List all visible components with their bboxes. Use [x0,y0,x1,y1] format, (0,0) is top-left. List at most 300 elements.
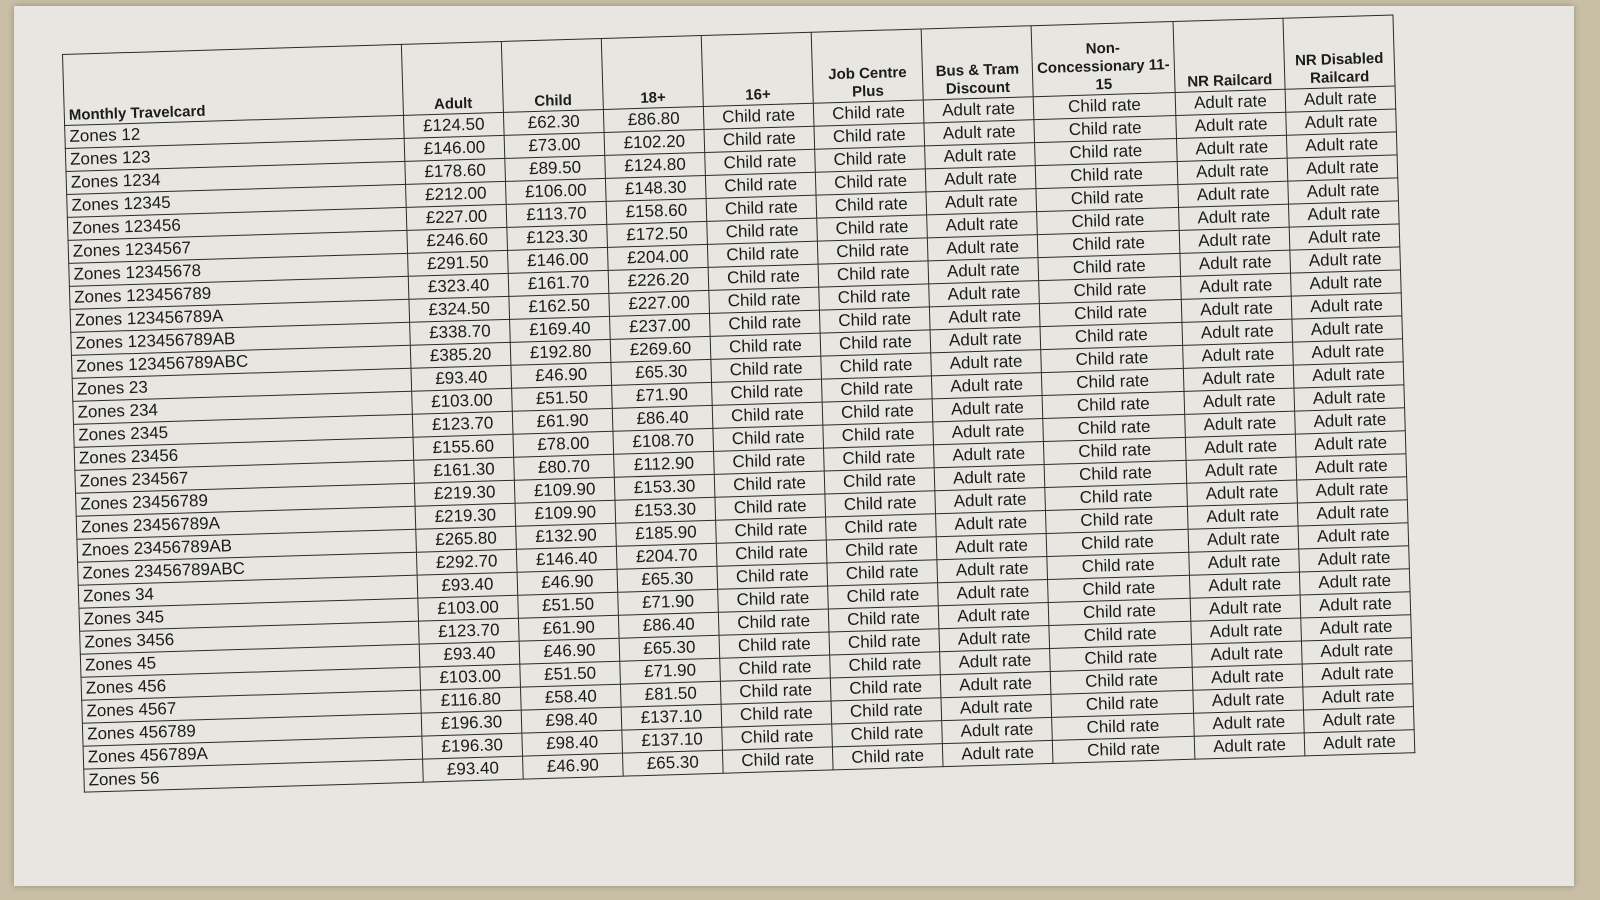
fare-cell: £192.80 [510,339,611,365]
fare-cell: £65.30 [617,566,718,592]
fare-cell: Adult rate [931,350,1042,376]
fare-cell: Child rate [1039,276,1182,303]
fare-cell: Adult rate [1287,155,1398,181]
fare-cell: Child rate [1037,230,1180,257]
fare-cell: Child rate [705,149,816,175]
zone-cell: Zones 56 [84,759,424,792]
fare-cell: £132.90 [516,523,617,549]
zone-cell: Zones 34 [78,575,418,608]
fare-cell: Child rate [1041,368,1184,395]
column-header: NR Railcard [1173,18,1285,92]
fare-cell: Adult rate [1300,592,1411,618]
fare-cell: £246.60 [407,227,508,253]
fare-cell: Child rate [813,100,924,126]
fare-cell: Adult rate [933,442,1044,468]
fare-cell: Child rate [829,629,940,655]
fare-cell: Adult rate [1184,388,1295,414]
fare-cell: Child rate [1048,575,1191,602]
fare-cell: Adult rate [1299,546,1410,572]
fare-cell: Child rate [817,238,928,264]
fare-cell: Adult rate [1194,710,1305,736]
fare-cell: £89.50 [505,155,606,181]
fare-cell: Adult rate [1285,86,1396,112]
fare-cell: Child rate [831,698,942,724]
fare-cell: £51.50 [512,385,613,411]
zone-cell: Zones 12345 [67,184,407,217]
fare-cell: Child rate [815,146,926,172]
fare-cell: £227.00 [406,204,507,230]
fare-cell: Adult rate [925,166,1036,192]
fare-cell: Adult rate [1186,457,1297,483]
fare-cell: £81.50 [620,681,721,707]
fare-cell: £73.00 [504,132,605,158]
zone-cell: Zones 23456789ABC [78,552,418,585]
fare-cell: Child rate [717,563,828,589]
zone-cell: Zones 1234 [66,161,406,194]
zone-cell: Zones 234 [73,391,413,424]
fare-cell: Adult rate [1288,178,1399,204]
fare-cell: Adult rate [924,120,1035,146]
fare-cell: Adult rate [1189,572,1300,598]
fare-cell: Adult rate [1301,615,1412,641]
fare-cell: £65.30 [619,635,720,661]
fare-cell: £323.40 [408,273,509,299]
fare-cell: £78.00 [513,431,614,457]
fare-cell: Child rate [830,652,941,678]
fare-cell: Adult rate [1191,618,1302,644]
zone-cell: Zones 3456 [80,621,420,654]
zone-cell: Zones 123456 [67,207,407,240]
fare-cell: Adult rate [1190,595,1301,621]
fare-cell: Child rate [721,701,832,727]
zone-cell: Zones 456789A [83,736,423,769]
fare-cell: Adult rate [1298,523,1409,549]
fare-cell: Child rate [823,422,934,448]
fare-cell: Adult rate [927,235,1038,261]
fare-cell: Adult rate [1183,365,1294,391]
fare-cell: Child rate [1044,460,1187,487]
fare-cell: Child rate [716,540,827,566]
fare-cell: Adult rate [1181,273,1292,299]
fare-cell: Adult rate [928,258,1039,284]
fare-cell: Child rate [815,169,926,195]
zone-cell: Zones 23456789 [76,483,416,516]
fare-cell: Adult rate [1289,224,1400,250]
fare-cell: Adult rate [1193,687,1304,713]
fare-cell: Adult rate [1288,201,1399,227]
fare-cell: Child rate [722,747,833,773]
column-header: 18+ [601,36,703,110]
paper-sheet [14,6,1574,886]
fare-cell: £204.70 [616,543,717,569]
fare-cell: Child rate [720,678,831,704]
fare-cell: Adult rate [1292,316,1403,342]
fare-cell: £265.80 [416,526,517,552]
fare-cell: £46.90 [517,569,618,595]
fare-cell: £153.30 [615,497,716,523]
fare-cell: £137.10 [622,727,723,753]
fare-cell: Child rate [816,192,927,218]
fare-cell: £196.30 [421,710,522,736]
fare-cell: £155.60 [413,434,514,460]
fare-cell: Child rate [1039,299,1182,326]
fare-cell: £338.70 [410,319,511,345]
fare-cell: Child rate [1033,92,1176,119]
fare-cell: £161.70 [508,270,609,296]
fare-cell: Child rate [1037,207,1180,234]
fare-cell: Child rate [705,172,816,198]
fare-cell: Child rate [716,517,827,543]
fare-cell: Child rate [826,537,937,563]
fare-cell: £219.30 [415,503,516,529]
fare-cell: £103.00 [420,664,521,690]
fare-cell: £292.70 [416,549,517,575]
fare-cell: £98.40 [521,707,622,733]
fare-cell: Adult rate [942,740,1053,766]
fare-cell: Child rate [1046,529,1189,556]
fare-cell: £93.40 [423,756,524,782]
fare-cell: Child rate [1049,621,1192,648]
fare-cell: £161.30 [414,457,515,483]
fare-cell: Child rate [819,284,930,310]
fare-cell: Adult rate [940,648,1051,674]
fare-cell: £146.40 [516,546,617,572]
fare-cell: Adult rate [1189,549,1300,575]
fare-cell: Child rate [820,330,931,356]
fare-cell: Adult rate [932,396,1043,422]
column-header: Monthly Travelcard [63,44,404,125]
fare-cell: Child rate [712,379,823,405]
fare-cell: Adult rate [1185,434,1296,460]
fare-cell: Child rate [706,195,817,221]
fare-cell: Adult rate [938,602,1049,628]
fare-cell: Child rate [1042,391,1185,418]
zone-cell: Zones 2345 [73,414,413,447]
fare-cell: £269.60 [610,336,711,362]
fare-cell: £109.90 [514,477,615,503]
fare-cell: Adult rate [935,488,1046,514]
fare-cell: £153.30 [614,474,715,500]
fare-cell: £146.00 [404,135,505,161]
fare-cell: Child rate [1052,713,1195,740]
fare-cell: £98.40 [522,730,623,756]
fare-cell: Adult rate [1293,362,1404,388]
fare-cell: Adult rate [1302,661,1413,687]
zone-cell: Zones 23456789A [76,506,416,539]
fare-cell: Adult rate [936,511,1047,537]
fare-cell: £86.40 [612,405,713,431]
fare-cell: Child rate [822,399,933,425]
zone-cell: Zones 12 [65,115,405,148]
fare-cell: Child rate [1045,506,1188,533]
fare-cell: Child rate [1034,115,1177,142]
fare-cell: Adult rate [931,373,1042,399]
fare-cell: Adult rate [933,419,1044,445]
fare-cell: Child rate [707,218,818,244]
fare-cell: £61.90 [512,408,613,434]
fare-cell: Child rate [821,376,932,402]
fare-cell: £137.10 [621,704,722,730]
fare-cell: £227.00 [609,290,710,316]
fare-cell: Adult rate [1286,109,1397,135]
fare-cell: Adult rate [1304,707,1415,733]
fare-cell: Child rate [718,586,829,612]
fare-cell: Adult rate [929,304,1040,330]
fare-cell: Child rate [1043,414,1186,441]
zone-cell: Zones 1234567 [68,230,408,263]
fare-cell: Child rate [828,583,939,609]
fare-cell: Child rate [709,287,820,313]
fare-cell: Child rate [722,724,833,750]
fare-cell: Adult rate [1297,477,1408,503]
fare-cell: £103.00 [418,595,519,621]
fare-cell: £123.70 [412,411,513,437]
fare-cell: Child rate [1045,483,1188,510]
fare-cell: £158.60 [606,198,707,224]
fare-cell: Child rate [817,215,928,241]
fare-cell: Adult rate [926,189,1037,215]
fare-cell: Adult rate [927,212,1038,238]
fare-cell: Child rate [826,514,937,540]
fare-cell: £324.50 [409,296,510,322]
fare-cell: Adult rate [1176,135,1287,161]
fare-cell: Adult rate [1176,112,1287,138]
fare-cell: Adult rate [937,557,1048,583]
fare-cell: £103.00 [412,388,513,414]
fare-cell: £86.40 [618,612,719,638]
fare-cell: Adult rate [1178,181,1289,207]
zone-cell: Znoes 23456789AB [77,529,417,562]
fare-cell: £62.30 [503,109,604,135]
fare-cell: £93.40 [417,572,518,598]
fare-cell: £146.00 [508,247,609,273]
fare-cell: Adult rate [929,281,1040,307]
fare-cell: £65.30 [611,359,712,385]
fare-cell: Child rate [707,241,818,267]
fare-cell: £106.00 [505,178,606,204]
fare-cell: Child rate [832,721,943,747]
fare-cell: Child rate [711,356,822,382]
fare-cell: Adult rate [1177,158,1288,184]
fare-cell: Adult rate [1293,339,1404,365]
fare-cell: Adult rate [1179,204,1290,230]
zone-cell: Zones 23 [72,368,412,401]
fare-cell: £162.50 [509,293,610,319]
zone-cell: Zones 23456 [74,437,414,470]
fare-cell: £61.90 [518,615,619,641]
fare-cell: Adult rate [1185,411,1296,437]
fare-cell: Child rate [827,560,938,586]
fare-cell: Child rate [1043,437,1186,464]
fare-cell: £219.30 [414,480,515,506]
column-header: Bus & Tram Discount [921,26,1033,100]
fare-cell: Child rate [814,123,925,149]
fare-cell: Child rate [713,425,824,451]
fare-cell: Child rate [819,307,930,333]
fare-cell: £124.50 [403,112,504,138]
fare-cell: £123.70 [418,618,519,644]
fare-cell: Adult rate [1304,730,1415,756]
fare-cell: Adult rate [1187,480,1298,506]
fare-cell: Adult rate [1180,250,1291,276]
fare-cell: Child rate [1038,253,1181,280]
fare-cell: Child rate [1052,736,1195,763]
fare-cell: £65.30 [622,750,723,776]
zone-cell: Zones 123456789ABC [71,345,411,378]
fare-cell: Adult rate [1187,503,1298,529]
fare-cell: £109.90 [515,500,616,526]
zone-cell: Zones 12345678 [69,253,409,286]
fare-cell: £385.20 [410,342,511,368]
column-header: Adult [401,41,503,115]
fare-cell: Child rate [1036,184,1179,211]
zone-cell: Zones 123456789 [69,276,409,309]
fare-cell: £46.90 [519,638,620,664]
fare-cell: Child rate [1035,138,1178,165]
fare-cell: Child rate [715,494,826,520]
fare-cell: Child rate [719,632,830,658]
column-header: 16+ [701,32,813,106]
zone-cell: Zones 123456789AB [71,322,411,355]
fare-cell: Adult rate [940,671,1051,697]
fare-cell: Child rate [1035,161,1178,188]
fare-cell: Child rate [704,126,815,152]
fare-cell: Child rate [1050,644,1193,671]
fare-cell: £185.90 [616,520,717,546]
zone-cell: Zones 123 [65,138,405,171]
fare-cell: Child rate [703,103,814,129]
fare-cell: £86.80 [603,106,704,132]
fare-cell: £116.80 [421,687,522,713]
fare-cell: £46.90 [523,753,624,779]
fare-cell: Child rate [825,491,936,517]
fare-cell: Adult rate [1297,500,1408,526]
fare-cell: £196.30 [422,733,523,759]
fare-cell: Child rate [708,264,819,290]
fare-cell: Adult rate [936,534,1047,560]
fare-cell: Adult rate [930,327,1041,353]
zone-cell: Zones 234567 [75,460,415,493]
fare-cell: Adult rate [1296,454,1407,480]
fare-cell: £178.60 [405,158,506,184]
fare-cell: Child rate [709,310,820,336]
fare-cell: Adult rate [925,143,1036,169]
fare-cell: Adult rate [1301,638,1412,664]
fare-cell: Adult rate [1291,270,1402,296]
fare-cell: Adult rate [1294,385,1405,411]
fare-cell: £93.40 [411,365,512,391]
fare-cell: £123.30 [507,224,608,250]
zone-cell: Zones 456789 [82,713,422,746]
fare-cell: Child rate [720,655,831,681]
fare-cell: Adult rate [1295,431,1406,457]
fare-cell: Child rate [830,675,941,701]
fare-cell: £51.50 [518,592,619,618]
fare-cell: Child rate [818,261,929,287]
fare-cell: Adult rate [1286,132,1397,158]
fare-cell: £291.50 [408,250,509,276]
fare-cell: Adult rate [1291,293,1402,319]
fare-cell: Child rate [824,445,935,471]
fare-cell: Child rate [1048,598,1191,625]
fare-cell: £148.30 [605,175,706,201]
fare-cell: Child rate [714,448,825,474]
column-header: Non-Concessionary 11-15 [1031,22,1175,97]
fare-cell: Adult rate [1192,641,1303,667]
fare-cell: Child rate [1051,690,1194,717]
fare-cell: £46.90 [511,362,612,388]
fare-cell: Adult rate [923,97,1034,123]
fare-cell: £124.80 [605,152,706,178]
column-header: NR Disabled Railcard [1283,15,1395,89]
fare-cell: Adult rate [1182,319,1293,345]
column-header: Child [501,38,603,112]
fare-cell: Adult rate [934,465,1045,491]
fare-cell: £204.00 [607,244,708,270]
table-body [65,86,1415,792]
fare-cell: £58.40 [520,684,621,710]
zone-cell: Zones 123456789A [70,299,410,332]
fare-cell: Adult rate [1290,247,1401,273]
fare-cell: Adult rate [1175,89,1286,115]
fare-cell: Child rate [1041,345,1184,372]
fare-cell: £113.70 [506,201,607,227]
fare-cell: Child rate [824,468,935,494]
fare-cell: Adult rate [1299,569,1410,595]
fare-cell: £102.20 [604,129,705,155]
zone-cell: Zones 4567 [82,690,422,723]
fare-cell: Adult rate [1192,664,1303,690]
fare-cell: Adult rate [938,579,1049,605]
fare-cell: Adult rate [1303,684,1414,710]
fare-cell: Adult rate [939,625,1050,651]
fare-cell: £80.70 [514,454,615,480]
fare-cell: Child rate [828,606,939,632]
fare-cell: Child rate [714,471,825,497]
fare-cell: Adult rate [1295,408,1406,434]
fare-cell: £71.90 [620,658,721,684]
fare-cell: Child rate [718,609,829,635]
fare-cell: Child rate [832,744,943,770]
fare-cell: £212.00 [406,181,507,207]
fare-cell: £172.50 [607,221,708,247]
column-header: Job Centre Plus [811,29,923,103]
fare-cell: £51.50 [520,661,621,687]
fare-cell: Adult rate [1188,526,1299,552]
fare-cell: £237.00 [610,313,711,339]
fare-cell: Adult rate [941,694,1052,720]
fare-cell: Adult rate [1183,342,1294,368]
fare-cell: £71.90 [618,589,719,615]
fare-cell: £108.70 [613,428,714,454]
fare-cell: £226.20 [608,267,709,293]
fare-cell: Adult rate [1181,296,1292,322]
fare-cell: Child rate [821,353,932,379]
zone-cell: Zones 456 [81,667,421,700]
fare-cell: Child rate [712,402,823,428]
fare-cell: £112.90 [614,451,715,477]
fare-cell: Child rate [1050,667,1193,694]
monthly-travelcard-table [62,14,1415,792]
fare-cell: £93.40 [419,641,520,667]
fare-cell: £71.90 [612,382,713,408]
zone-cell: Zones 45 [80,644,420,677]
zone-cell: Zones 345 [79,598,419,631]
fare-cell: Adult rate [1194,733,1305,759]
fare-cell: Adult rate [1179,227,1290,253]
fare-cell: Child rate [710,333,821,359]
fare-cell: Child rate [1040,322,1183,349]
